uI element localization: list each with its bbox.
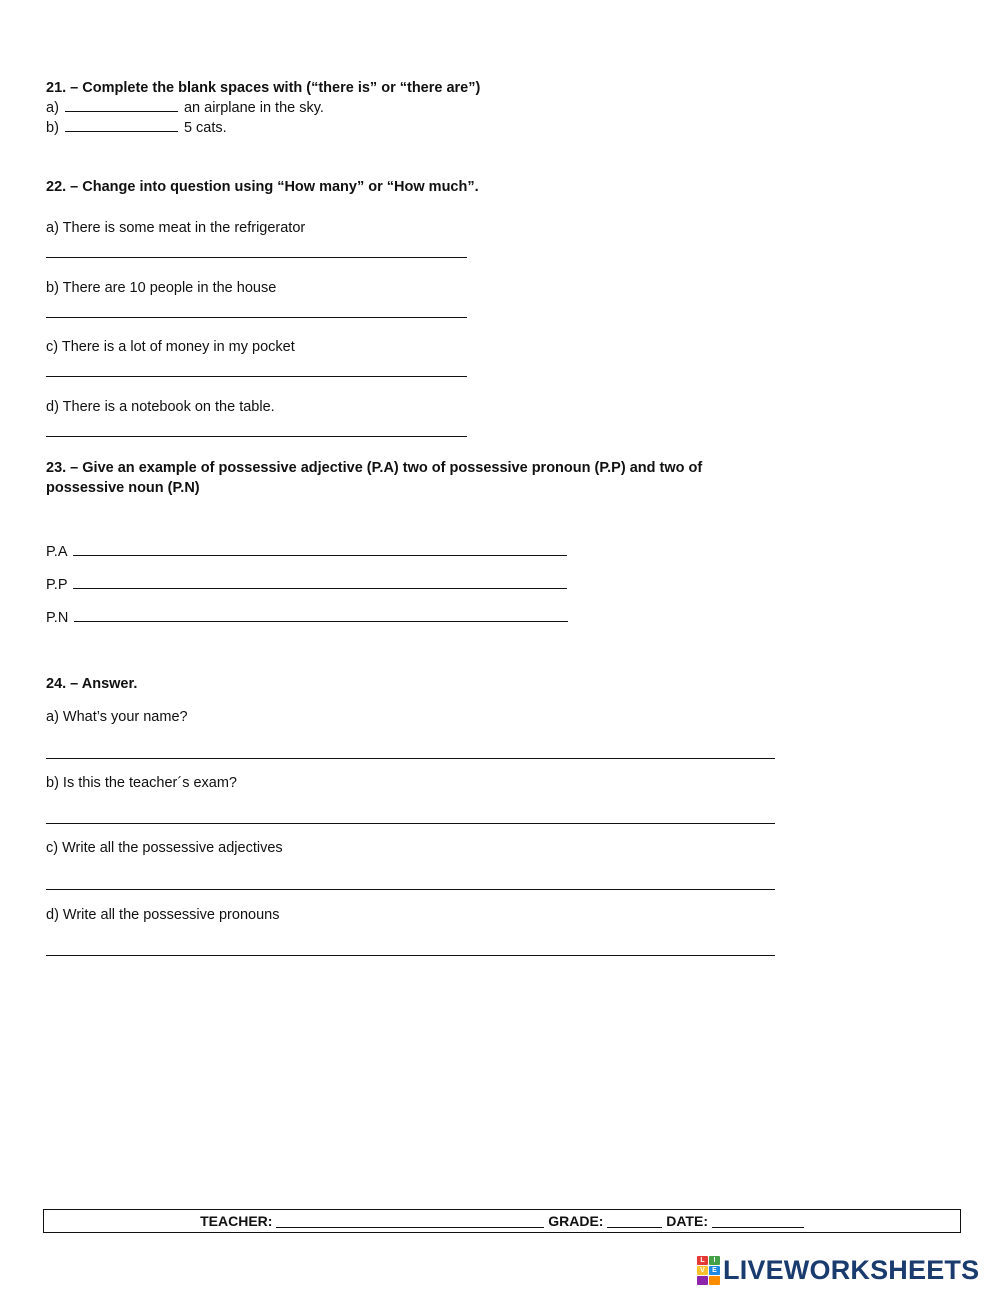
q23-pn-blank[interactable] bbox=[74, 620, 568, 622]
logo-text: LIVEWORKSHEETS bbox=[723, 1254, 980, 1285]
q21-b-blank[interactable] bbox=[65, 130, 178, 132]
q21-item-b bbox=[46, 120, 227, 136]
q22-item-a: a) There is some meat in the refrigerator bbox=[46, 220, 306, 236]
q22-a-answer-line[interactable] bbox=[46, 257, 467, 258]
logo-icon bbox=[697, 1256, 720, 1285]
q21-a-prefix: a) bbox=[46, 100, 59, 116]
q21-item-a bbox=[46, 100, 324, 116]
teacher-field[interactable] bbox=[276, 1213, 544, 1228]
logo-block-3: V bbox=[697, 1266, 708, 1275]
q21-a-blank[interactable] bbox=[65, 110, 178, 112]
teacher-label: TEACHER: bbox=[200, 1213, 273, 1229]
date-label: DATE: bbox=[666, 1213, 708, 1229]
q21-b-prefix: b) bbox=[46, 120, 59, 136]
q22-c-answer-line[interactable] bbox=[46, 376, 467, 377]
grade-field[interactable] bbox=[607, 1213, 662, 1228]
q23-pa-blank[interactable] bbox=[73, 554, 567, 556]
q23-title: 23. – Give an example of possessive adjective (P.A) two of possessive pronoun (P.P) and two of possessive noun (P.N) bbox=[46, 460, 703, 496]
logo-block-6 bbox=[709, 1276, 720, 1285]
q23-row-pa bbox=[46, 544, 569, 560]
q22-d-answer-line[interactable] bbox=[46, 436, 467, 437]
q22-item-d: d) There is a notebook on the table. bbox=[46, 399, 275, 415]
q23-label-pa: P.A bbox=[46, 544, 67, 560]
q22-item-c: c) There is a lot of money in my pocket bbox=[46, 339, 295, 355]
q24-item-b: b) Is this the teacher´s exam? bbox=[46, 775, 237, 791]
q24-item-c: c) Write all the possessive adjectives bbox=[46, 840, 283, 856]
q24-item-d: d) Write all the possessive pronouns bbox=[46, 907, 280, 923]
q23-row-pp bbox=[46, 577, 569, 593]
q24-a-answer-line[interactable] bbox=[46, 758, 775, 759]
q24-b-answer-line[interactable] bbox=[46, 823, 775, 824]
grade-label: GRADE: bbox=[548, 1213, 604, 1229]
date-field[interactable] bbox=[712, 1213, 804, 1228]
q22-b-answer-line[interactable] bbox=[46, 317, 467, 318]
q24-title: 24. – Answer. bbox=[46, 676, 138, 692]
logo-block-2: I bbox=[709, 1256, 720, 1265]
q23-label-pn: P.N bbox=[46, 610, 69, 626]
q23-row-pn bbox=[46, 610, 570, 626]
q23-label-pp: P.P bbox=[46, 577, 68, 593]
footer-info-box bbox=[43, 1209, 961, 1233]
q21-title: 21. – Complete the blank spaces with (“there is” or “there are”) bbox=[46, 80, 481, 96]
q22-item-b: b) There are 10 people in the house bbox=[46, 280, 277, 296]
q21-a-text: an airplane in the sky. bbox=[183, 100, 324, 116]
liveworksheets-logo bbox=[697, 1256, 979, 1284]
q23-pp-blank[interactable] bbox=[73, 587, 567, 589]
logo-block-1: L bbox=[697, 1256, 708, 1265]
q24-c-answer-line[interactable] bbox=[46, 889, 775, 890]
q24-item-a: a) What’s your name? bbox=[46, 709, 188, 725]
logo-block-4: E bbox=[709, 1266, 720, 1275]
q21-b-text: 5 cats. bbox=[183, 120, 227, 136]
q24-d-answer-line[interactable] bbox=[46, 955, 775, 956]
q22-title: 22. – Change into question using “How many” or “How much”. bbox=[46, 179, 479, 195]
logo-block-5 bbox=[697, 1276, 708, 1285]
